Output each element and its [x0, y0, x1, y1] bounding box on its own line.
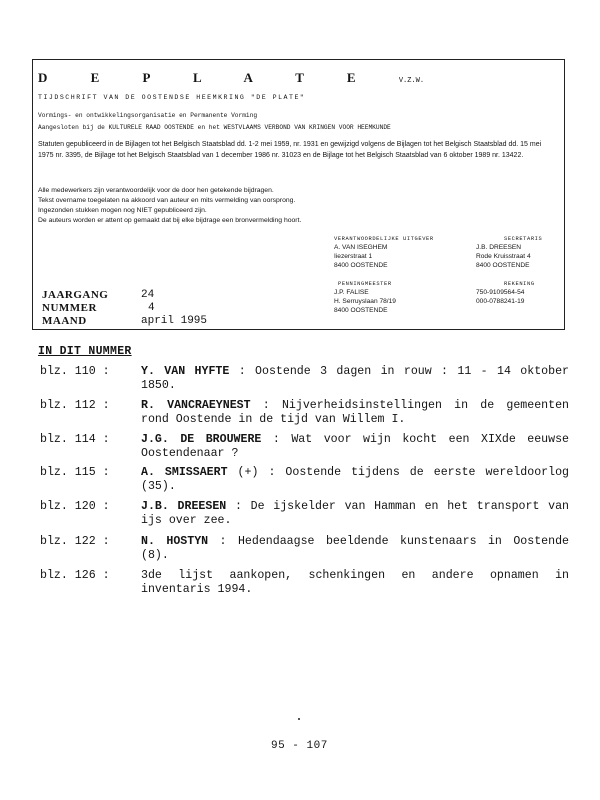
toc-separator: :	[261, 433, 292, 446]
page-range: 95 - 107	[271, 740, 328, 752]
scan-speck	[298, 718, 300, 720]
notice: Alle medewerkers zijn verantwoordelijk voor de door hen getekende bijdragen.	[38, 187, 274, 194]
role-secretary-heading: SECRETARIS	[504, 236, 543, 242]
toc-title: Oostende tijdens de eerste wereldoorlog (35).	[141, 466, 569, 493]
role-account	[476, 281, 535, 306]
masthead-subtitle: TIJDSCHRIFT VAN DE OOSTENDSE HEEMKRING "DE PLATE"	[38, 94, 306, 101]
notices	[38, 186, 558, 226]
role-secretary-city: 8400 OOSTENDE	[476, 262, 530, 269]
notice: Tekst overname toegelaten na akkoord van auteur en mits vermelding van oorsprong.	[38, 197, 296, 204]
toc-title: Nijverheidsinstellingen in de gemeenten rond Oostende in de tijd van Willem I.	[141, 399, 569, 426]
toc-title: Oostende 3 dagen in rouw : 11 - 14 oktober 1850.	[141, 365, 569, 392]
toc-page-ref: blz. 110 :	[40, 365, 110, 378]
toc-title: 3de lijst aankopen, schenkingen en andere opnamen in inventaris 1994.	[141, 569, 569, 596]
role-editor-name: A. VAN ISEGHEM	[334, 244, 388, 251]
role-treasurer-city: 8400 OOSTENDE	[334, 307, 388, 314]
role-secretary-name: J.B. DREESEN	[476, 244, 522, 251]
maand-label: MAAND	[42, 315, 87, 327]
role-treasurer-street: H. Serruyslaan 78/19	[334, 298, 396, 305]
toc-separator: :	[250, 399, 282, 412]
masthead-line-affiliation: Aangesloten bij de KULTURELE RAAD OOSTENDE en het WESTVLAAMS VERBOND VAN KRINGEN VOOR HEEMKUNDE	[38, 124, 391, 131]
role-treasurer-heading: PENNINGMEESTER	[338, 281, 392, 287]
jaargang-value: 24	[141, 289, 155, 301]
toc-separator: :	[208, 535, 238, 548]
role-account-heading: REKENING	[504, 281, 535, 287]
toc-author: Y. VAN HYFTE	[141, 365, 230, 378]
toc-title: De ijskelder van Hamman en het transport van ijs over zee.	[141, 500, 569, 527]
account-number-1: 750-9109564-54	[476, 289, 525, 296]
toc-page-ref: blz. 120 :	[40, 500, 110, 513]
toc-page-ref: blz. 126 :	[40, 569, 110, 582]
masthead-suffix: V.Z.W.	[398, 77, 425, 85]
statute-text: Statuten gepubliceerd in de Bijlagen tot het Belgisch Staatsblad dd. 1-2 mei 1959, nr. 1931 en gewijzigd volgens de Bijlagen tot het Belgisch Staatsblad dd. 15 mei 1975 nr. 3395, de Bijlage tot het Belgisch Staatsblad van 1 december 1986 nr. 31023 en de Bijlage tot het Belgisch Staatsblad van 6 oktober 1989 nr. 13422.	[38, 141, 542, 159]
role-secretary	[476, 236, 542, 270]
toc-title: Hedendaagse beeldende kunstenaars in Oostende (8).	[141, 535, 569, 562]
nummer-label: NUMMER	[42, 302, 97, 314]
nummer-value: 4	[148, 302, 155, 314]
toc-page-ref: blz. 112 :	[40, 399, 110, 412]
toc-separator: (+) :	[227, 466, 286, 479]
masthead-title: D E P L A T E V.Z.W.	[38, 70, 425, 85]
toc-heading: IN DIT NUMMER	[38, 345, 132, 358]
toc-author: J.B. DREESEN	[141, 500, 227, 513]
account-number-2: 000-0788241-19	[476, 298, 525, 305]
notice: Ingezonden stukken mogen nog NIET gepubliceerd zijn.	[38, 207, 207, 214]
role-treasurer	[334, 281, 396, 315]
role-editor-street: Iiezerstraat 1	[334, 253, 373, 260]
role-editor	[334, 236, 434, 270]
role-treasurer-name: J.P. FALISE	[334, 289, 369, 296]
toc-author: A. SMISSAERT	[141, 466, 228, 479]
masthead-box	[32, 59, 565, 330]
masthead-line-vorming: Vormings- en ontwikkelingsorganisatie en Permanente Vorming	[38, 112, 258, 119]
toc-page-ref: blz. 115 :	[40, 466, 110, 479]
role-secretary-street: Rode Kruisstraat 4	[476, 253, 531, 260]
toc-separator: :	[226, 500, 251, 513]
toc-author: J.G. DE BROUWERE	[141, 433, 262, 446]
role-editor-heading: VERANTWOORDELIJKE UITGEVER	[334, 236, 434, 242]
toc-title: Wat voor wijn kocht een XIXde eeuwse Oostendenaar ?	[141, 433, 570, 460]
toc-separator: :	[229, 365, 256, 378]
toc-author: N. HOSTYN	[141, 535, 209, 548]
notice: De auteurs worden er attent op gemaakt dat bij elke bijdrage een bronvermelding hoort.	[38, 217, 302, 224]
role-editor-city: 8400 OOSTENDE	[334, 262, 388, 269]
toc-author: R. VANCRAEYNEST	[141, 399, 251, 412]
toc-page-ref: blz. 122 :	[40, 535, 110, 548]
jaargang-label: JAARGANG	[42, 289, 109, 301]
maand-value: april 1995	[141, 315, 208, 327]
toc-page-ref: blz. 114 :	[40, 433, 110, 446]
